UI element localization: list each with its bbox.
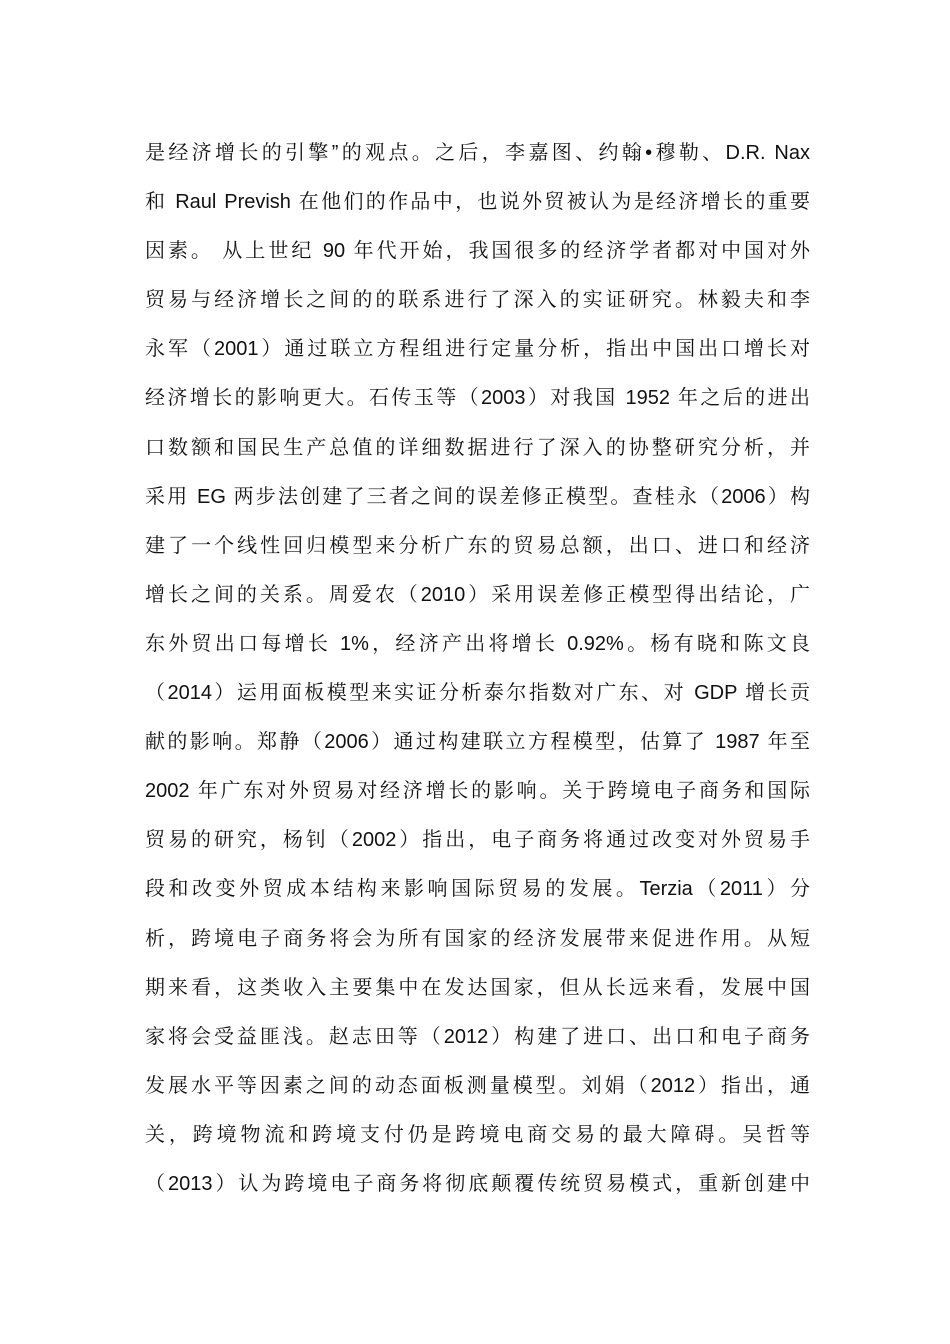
text-line: 经济增长的影响更大。石传玉等（2003）对我国 1952 年之后的进出 (145, 387, 810, 410)
text-line: 东外贸出口每增长 1%，经济产出将增长 0.92%。杨有晓和陈文良 (145, 632, 810, 655)
text-line: 和 Raul Prevish 在他们的作品中，也说外贸被认为是经济增长的重要 (145, 191, 810, 214)
text-line: 是经济增长的引擎”的观点。之后，李嘉图、约翰•穆勒、D.R. Nax (145, 142, 810, 164)
text-line: 家将会受益匪浅。赵志田等（2012）构建了进口、出口和电子商务 (145, 1025, 810, 1048)
text-line: 献的影响。郑静（2006）通过构建联立方程模型，估算了 1987 年至 (145, 731, 810, 754)
text-line: 析，跨境电子商务将会为所有国家的经济发展带来促进作用。从短 (145, 927, 810, 950)
text-line: 采用 EG 两步法创建了三者之间的误差修正模型。查桂永（2006）构 (145, 485, 810, 508)
text-line: 口数额和国民生产总值的详细数据进行了深入的协整研究分析，并 (145, 436, 810, 459)
text-line: 贸易的研究，杨钊（2002）指出，电子商务将通过改变对外贸易手 (145, 829, 810, 852)
text-line: 增长之间的关系。周爱农（2010）采用误差修正模型得出结论，广 (145, 583, 810, 606)
text-line: 2002 年广东对外贸易对经济增长的影响。关于跨境电子商务和国际 (145, 780, 810, 803)
text-line: 关，跨境物流和跨境支付仍是跨境电商交易的最大障碍。吴哲等 (145, 1123, 810, 1146)
text-line: （2014）运用面板模型来实证分析泰尔指数对广东、对 GDP 增长贡 (145, 682, 810, 705)
text-line: 发展水平等因素之间的动态面板测量模型。刘娟（2012）指出，通 (145, 1074, 810, 1097)
text-line: 段和改变外贸成本结构来影响国际贸易的发展。Terzia（2011）分 (145, 878, 810, 901)
text-line: 因素。 从上世纪 90 年代开始，我国很多的经济学者都对中国对外 (145, 240, 810, 263)
text-line: （2013）认为跨境电子商务将彻底颠覆传统贸易模式，重新创建中 (145, 1172, 810, 1195)
text-line: 期来看，这类收入主要集中在发达国家，但从长远来看，发展中国 (145, 976, 810, 999)
body-paragraph (145, 129, 810, 1209)
text-line: 永军（2001）通过联立方程组进行定量分析，指出中国出口增长对 (145, 338, 810, 361)
text-line: 贸易与经济增长之间的的联系进行了深入的实证研究。林毅夫和李 (145, 289, 810, 312)
text-line: 建了一个线性回归模型来分析广东的贸易总额，出口、进口和经济 (145, 534, 810, 557)
